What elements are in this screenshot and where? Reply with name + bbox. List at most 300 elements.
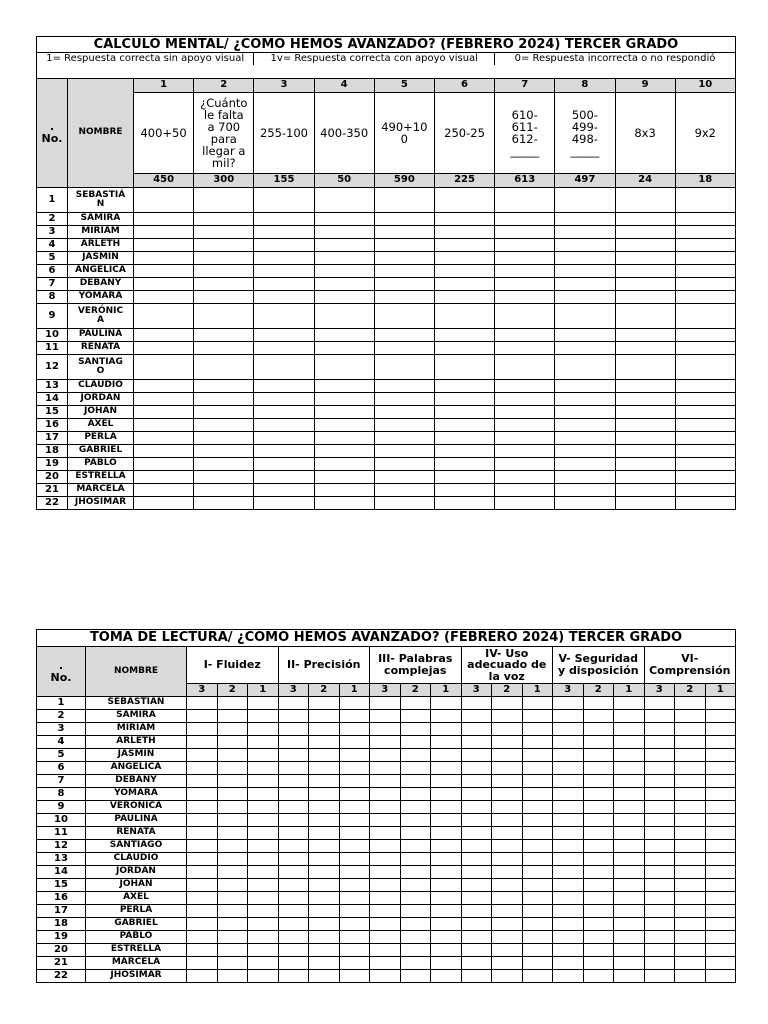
score-cell[interactable]	[370, 697, 401, 710]
score-cell[interactable]	[522, 788, 553, 801]
score-cell[interactable]	[278, 697, 309, 710]
score-cell[interactable]	[187, 762, 218, 775]
score-cell[interactable]	[314, 304, 374, 329]
score-cell[interactable]	[461, 814, 492, 827]
score-cell[interactable]	[615, 265, 675, 278]
score-cell[interactable]	[555, 355, 615, 380]
score-cell[interactable]	[309, 814, 340, 827]
score-cell[interactable]	[675, 380, 735, 393]
score-cell[interactable]	[492, 879, 523, 892]
score-cell[interactable]	[248, 866, 279, 879]
score-cell[interactable]	[400, 931, 431, 944]
score-cell[interactable]	[461, 944, 492, 957]
score-cell[interactable]	[339, 801, 370, 814]
score-cell[interactable]	[248, 749, 279, 762]
score-cell[interactable]	[374, 329, 434, 342]
score-cell[interactable]	[248, 710, 279, 723]
score-cell[interactable]	[495, 419, 555, 432]
score-cell[interactable]	[461, 957, 492, 970]
score-cell[interactable]	[134, 406, 194, 419]
score-cell[interactable]	[309, 827, 340, 840]
score-cell[interactable]	[254, 278, 314, 291]
score-cell[interactable]	[614, 736, 645, 749]
score-cell[interactable]	[278, 866, 309, 879]
score-cell[interactable]	[187, 814, 218, 827]
score-cell[interactable]	[495, 355, 555, 380]
score-cell[interactable]	[217, 892, 248, 905]
score-cell[interactable]	[194, 355, 254, 380]
score-cell[interactable]	[400, 853, 431, 866]
score-cell[interactable]	[615, 278, 675, 291]
score-cell[interactable]	[278, 762, 309, 775]
score-cell[interactable]	[370, 866, 401, 879]
score-cell[interactable]	[217, 775, 248, 788]
score-cell[interactable]	[583, 931, 614, 944]
score-cell[interactable]	[431, 827, 462, 840]
score-cell[interactable]	[314, 497, 374, 510]
score-cell[interactable]	[339, 970, 370, 983]
score-cell[interactable]	[553, 736, 584, 749]
score-cell[interactable]	[309, 918, 340, 931]
score-cell[interactable]	[278, 827, 309, 840]
score-cell[interactable]	[583, 697, 614, 710]
score-cell[interactable]	[314, 252, 374, 265]
score-cell[interactable]	[187, 970, 218, 983]
score-cell[interactable]	[339, 840, 370, 853]
score-cell[interactable]	[461, 775, 492, 788]
score-cell[interactable]	[309, 710, 340, 723]
score-cell[interactable]	[614, 710, 645, 723]
score-cell[interactable]	[339, 944, 370, 957]
score-cell[interactable]	[374, 291, 434, 304]
score-cell[interactable]	[248, 957, 279, 970]
score-cell[interactable]	[309, 944, 340, 957]
score-cell[interactable]	[248, 762, 279, 775]
score-cell[interactable]	[431, 840, 462, 853]
score-cell[interactable]	[400, 892, 431, 905]
score-cell[interactable]	[370, 723, 401, 736]
score-cell[interactable]	[434, 329, 494, 342]
score-cell[interactable]	[615, 342, 675, 355]
score-cell[interactable]	[555, 226, 615, 239]
score-cell[interactable]	[217, 957, 248, 970]
score-cell[interactable]	[278, 801, 309, 814]
score-cell[interactable]	[309, 801, 340, 814]
score-cell[interactable]	[278, 853, 309, 866]
score-cell[interactable]	[675, 931, 706, 944]
score-cell[interactable]	[614, 866, 645, 879]
score-cell[interactable]	[614, 775, 645, 788]
score-cell[interactable]	[217, 905, 248, 918]
score-cell[interactable]	[492, 814, 523, 827]
score-cell[interactable]	[400, 762, 431, 775]
score-cell[interactable]	[194, 213, 254, 226]
score-cell[interactable]	[400, 918, 431, 931]
score-cell[interactable]	[675, 853, 706, 866]
score-cell[interactable]	[278, 957, 309, 970]
score-cell[interactable]	[248, 931, 279, 944]
score-cell[interactable]	[555, 484, 615, 497]
score-cell[interactable]	[434, 471, 494, 484]
score-cell[interactable]	[705, 840, 736, 853]
score-cell[interactable]	[309, 762, 340, 775]
score-cell[interactable]	[705, 957, 736, 970]
score-cell[interactable]	[254, 291, 314, 304]
score-cell[interactable]	[134, 393, 194, 406]
score-cell[interactable]	[492, 749, 523, 762]
score-cell[interactable]	[134, 291, 194, 304]
score-cell[interactable]	[461, 905, 492, 918]
score-cell[interactable]	[615, 355, 675, 380]
score-cell[interactable]	[187, 892, 218, 905]
score-cell[interactable]	[248, 723, 279, 736]
score-cell[interactable]	[370, 853, 401, 866]
score-cell[interactable]	[217, 749, 248, 762]
score-cell[interactable]	[339, 697, 370, 710]
score-cell[interactable]	[134, 329, 194, 342]
score-cell[interactable]	[461, 866, 492, 879]
score-cell[interactable]	[553, 853, 584, 866]
score-cell[interactable]	[705, 814, 736, 827]
score-cell[interactable]	[314, 432, 374, 445]
score-cell[interactable]	[675, 957, 706, 970]
score-cell[interactable]	[134, 342, 194, 355]
score-cell[interactable]	[370, 957, 401, 970]
score-cell[interactable]	[187, 853, 218, 866]
score-cell[interactable]	[461, 736, 492, 749]
score-cell[interactable]	[461, 892, 492, 905]
score-cell[interactable]	[583, 840, 614, 853]
score-cell[interactable]	[309, 697, 340, 710]
score-cell[interactable]	[583, 944, 614, 957]
score-cell[interactable]	[705, 970, 736, 983]
score-cell[interactable]	[134, 419, 194, 432]
score-cell[interactable]	[339, 853, 370, 866]
score-cell[interactable]	[254, 497, 314, 510]
score-cell[interactable]	[522, 944, 553, 957]
score-cell[interactable]	[187, 840, 218, 853]
score-cell[interactable]	[495, 471, 555, 484]
score-cell[interactable]	[705, 892, 736, 905]
score-cell[interactable]	[705, 749, 736, 762]
score-cell[interactable]	[434, 380, 494, 393]
score-cell[interactable]	[187, 918, 218, 931]
score-cell[interactable]	[248, 827, 279, 840]
score-cell[interactable]	[583, 736, 614, 749]
score-cell[interactable]	[492, 957, 523, 970]
score-cell[interactable]	[583, 853, 614, 866]
score-cell[interactable]	[194, 497, 254, 510]
score-cell[interactable]	[187, 879, 218, 892]
score-cell[interactable]	[705, 710, 736, 723]
score-cell[interactable]	[675, 304, 735, 329]
score-cell[interactable]	[644, 814, 675, 827]
score-cell[interactable]	[434, 304, 494, 329]
score-cell[interactable]	[644, 827, 675, 840]
score-cell[interactable]	[583, 723, 614, 736]
score-cell[interactable]	[492, 710, 523, 723]
score-cell[interactable]	[278, 931, 309, 944]
score-cell[interactable]	[248, 892, 279, 905]
score-cell[interactable]	[374, 265, 434, 278]
score-cell[interactable]	[553, 931, 584, 944]
score-cell[interactable]	[434, 393, 494, 406]
score-cell[interactable]	[555, 213, 615, 226]
score-cell[interactable]	[495, 213, 555, 226]
score-cell[interactable]	[431, 892, 462, 905]
score-cell[interactable]	[675, 918, 706, 931]
score-cell[interactable]	[254, 445, 314, 458]
score-cell[interactable]	[374, 239, 434, 252]
score-cell[interactable]	[614, 905, 645, 918]
score-cell[interactable]	[675, 278, 735, 291]
score-cell[interactable]	[555, 419, 615, 432]
score-cell[interactable]	[644, 957, 675, 970]
score-cell[interactable]	[583, 827, 614, 840]
score-cell[interactable]	[400, 697, 431, 710]
score-cell[interactable]	[522, 723, 553, 736]
score-cell[interactable]	[314, 329, 374, 342]
score-cell[interactable]	[461, 970, 492, 983]
score-cell[interactable]	[522, 931, 553, 944]
score-cell[interactable]	[675, 762, 706, 775]
score-cell[interactable]	[492, 827, 523, 840]
score-cell[interactable]	[339, 814, 370, 827]
score-cell[interactable]	[615, 213, 675, 226]
score-cell[interactable]	[434, 252, 494, 265]
score-cell[interactable]	[374, 252, 434, 265]
score-cell[interactable]	[615, 497, 675, 510]
score-cell[interactable]	[370, 905, 401, 918]
score-cell[interactable]	[217, 736, 248, 749]
score-cell[interactable]	[187, 736, 218, 749]
score-cell[interactable]	[614, 879, 645, 892]
score-cell[interactable]	[374, 355, 434, 380]
score-cell[interactable]	[248, 775, 279, 788]
score-cell[interactable]	[495, 291, 555, 304]
score-cell[interactable]	[217, 918, 248, 931]
score-cell[interactable]	[254, 393, 314, 406]
score-cell[interactable]	[431, 970, 462, 983]
score-cell[interactable]	[553, 892, 584, 905]
score-cell[interactable]	[134, 497, 194, 510]
score-cell[interactable]	[492, 723, 523, 736]
score-cell[interactable]	[431, 879, 462, 892]
score-cell[interactable]	[553, 697, 584, 710]
score-cell[interactable]	[555, 406, 615, 419]
score-cell[interactable]	[194, 406, 254, 419]
score-cell[interactable]	[705, 736, 736, 749]
score-cell[interactable]	[522, 879, 553, 892]
score-cell[interactable]	[194, 484, 254, 497]
score-cell[interactable]	[705, 697, 736, 710]
score-cell[interactable]	[134, 445, 194, 458]
score-cell[interactable]	[374, 497, 434, 510]
score-cell[interactable]	[134, 188, 194, 213]
score-cell[interactable]	[400, 710, 431, 723]
score-cell[interactable]	[495, 380, 555, 393]
score-cell[interactable]	[217, 801, 248, 814]
score-cell[interactable]	[314, 419, 374, 432]
score-cell[interactable]	[194, 304, 254, 329]
score-cell[interactable]	[309, 879, 340, 892]
score-cell[interactable]	[339, 892, 370, 905]
score-cell[interactable]	[254, 252, 314, 265]
score-cell[interactable]	[461, 801, 492, 814]
score-cell[interactable]	[675, 749, 706, 762]
score-cell[interactable]	[614, 827, 645, 840]
score-cell[interactable]	[555, 239, 615, 252]
score-cell[interactable]	[248, 853, 279, 866]
score-cell[interactable]	[400, 736, 431, 749]
score-cell[interactable]	[254, 471, 314, 484]
score-cell[interactable]	[705, 775, 736, 788]
score-cell[interactable]	[583, 892, 614, 905]
score-cell[interactable]	[187, 931, 218, 944]
score-cell[interactable]	[615, 458, 675, 471]
score-cell[interactable]	[675, 226, 735, 239]
score-cell[interactable]	[495, 278, 555, 291]
score-cell[interactable]	[522, 749, 553, 762]
score-cell[interactable]	[314, 484, 374, 497]
score-cell[interactable]	[492, 762, 523, 775]
score-cell[interactable]	[400, 801, 431, 814]
score-cell[interactable]	[400, 944, 431, 957]
score-cell[interactable]	[400, 866, 431, 879]
score-cell[interactable]	[492, 918, 523, 931]
score-cell[interactable]	[522, 905, 553, 918]
score-cell[interactable]	[254, 226, 314, 239]
score-cell[interactable]	[614, 814, 645, 827]
score-cell[interactable]	[254, 406, 314, 419]
score-cell[interactable]	[553, 957, 584, 970]
score-cell[interactable]	[339, 931, 370, 944]
score-cell[interactable]	[615, 432, 675, 445]
score-cell[interactable]	[134, 265, 194, 278]
score-cell[interactable]	[400, 814, 431, 827]
score-cell[interactable]	[370, 840, 401, 853]
score-cell[interactable]	[461, 762, 492, 775]
score-cell[interactable]	[434, 342, 494, 355]
score-cell[interactable]	[495, 406, 555, 419]
score-cell[interactable]	[314, 278, 374, 291]
score-cell[interactable]	[278, 775, 309, 788]
score-cell[interactable]	[615, 471, 675, 484]
score-cell[interactable]	[134, 213, 194, 226]
score-cell[interactable]	[644, 892, 675, 905]
score-cell[interactable]	[492, 970, 523, 983]
score-cell[interactable]	[374, 471, 434, 484]
score-cell[interactable]	[555, 265, 615, 278]
score-cell[interactable]	[522, 697, 553, 710]
score-cell[interactable]	[644, 788, 675, 801]
score-cell[interactable]	[644, 736, 675, 749]
score-cell[interactable]	[614, 892, 645, 905]
score-cell[interactable]	[431, 697, 462, 710]
score-cell[interactable]	[400, 723, 431, 736]
score-cell[interactable]	[374, 226, 434, 239]
score-cell[interactable]	[614, 788, 645, 801]
score-cell[interactable]	[339, 749, 370, 762]
score-cell[interactable]	[194, 226, 254, 239]
score-cell[interactable]	[553, 801, 584, 814]
score-cell[interactable]	[675, 265, 735, 278]
score-cell[interactable]	[248, 814, 279, 827]
score-cell[interactable]	[675, 329, 735, 342]
score-cell[interactable]	[675, 406, 735, 419]
score-cell[interactable]	[314, 213, 374, 226]
score-cell[interactable]	[431, 788, 462, 801]
score-cell[interactable]	[522, 853, 553, 866]
score-cell[interactable]	[134, 432, 194, 445]
score-cell[interactable]	[461, 840, 492, 853]
score-cell[interactable]	[339, 723, 370, 736]
score-cell[interactable]	[675, 814, 706, 827]
score-cell[interactable]	[248, 879, 279, 892]
score-cell[interactable]	[254, 304, 314, 329]
score-cell[interactable]	[614, 970, 645, 983]
score-cell[interactable]	[314, 380, 374, 393]
score-cell[interactable]	[675, 419, 735, 432]
score-cell[interactable]	[431, 749, 462, 762]
score-cell[interactable]	[374, 213, 434, 226]
score-cell[interactable]	[370, 970, 401, 983]
score-cell[interactable]	[461, 788, 492, 801]
score-cell[interactable]	[217, 710, 248, 723]
score-cell[interactable]	[187, 710, 218, 723]
score-cell[interactable]	[675, 788, 706, 801]
score-cell[interactable]	[495, 329, 555, 342]
score-cell[interactable]	[434, 458, 494, 471]
score-cell[interactable]	[614, 749, 645, 762]
score-cell[interactable]	[675, 866, 706, 879]
score-cell[interactable]	[461, 710, 492, 723]
score-cell[interactable]	[495, 304, 555, 329]
score-cell[interactable]	[431, 814, 462, 827]
score-cell[interactable]	[492, 866, 523, 879]
score-cell[interactable]	[615, 239, 675, 252]
score-cell[interactable]	[194, 188, 254, 213]
score-cell[interactable]	[614, 931, 645, 944]
score-cell[interactable]	[675, 458, 735, 471]
score-cell[interactable]	[492, 853, 523, 866]
score-cell[interactable]	[400, 840, 431, 853]
score-cell[interactable]	[434, 497, 494, 510]
score-cell[interactable]	[187, 801, 218, 814]
score-cell[interactable]	[314, 239, 374, 252]
score-cell[interactable]	[553, 970, 584, 983]
score-cell[interactable]	[217, 840, 248, 853]
score-cell[interactable]	[434, 484, 494, 497]
score-cell[interactable]	[431, 775, 462, 788]
score-cell[interactable]	[339, 736, 370, 749]
score-cell[interactable]	[644, 866, 675, 879]
score-cell[interactable]	[705, 853, 736, 866]
score-cell[interactable]	[194, 252, 254, 265]
score-cell[interactable]	[431, 736, 462, 749]
score-cell[interactable]	[254, 380, 314, 393]
score-cell[interactable]	[254, 239, 314, 252]
score-cell[interactable]	[370, 931, 401, 944]
score-cell[interactable]	[553, 866, 584, 879]
score-cell[interactable]	[400, 957, 431, 970]
score-cell[interactable]	[495, 484, 555, 497]
score-cell[interactable]	[675, 710, 706, 723]
score-cell[interactable]	[492, 697, 523, 710]
score-cell[interactable]	[675, 840, 706, 853]
score-cell[interactable]	[309, 775, 340, 788]
score-cell[interactable]	[555, 252, 615, 265]
